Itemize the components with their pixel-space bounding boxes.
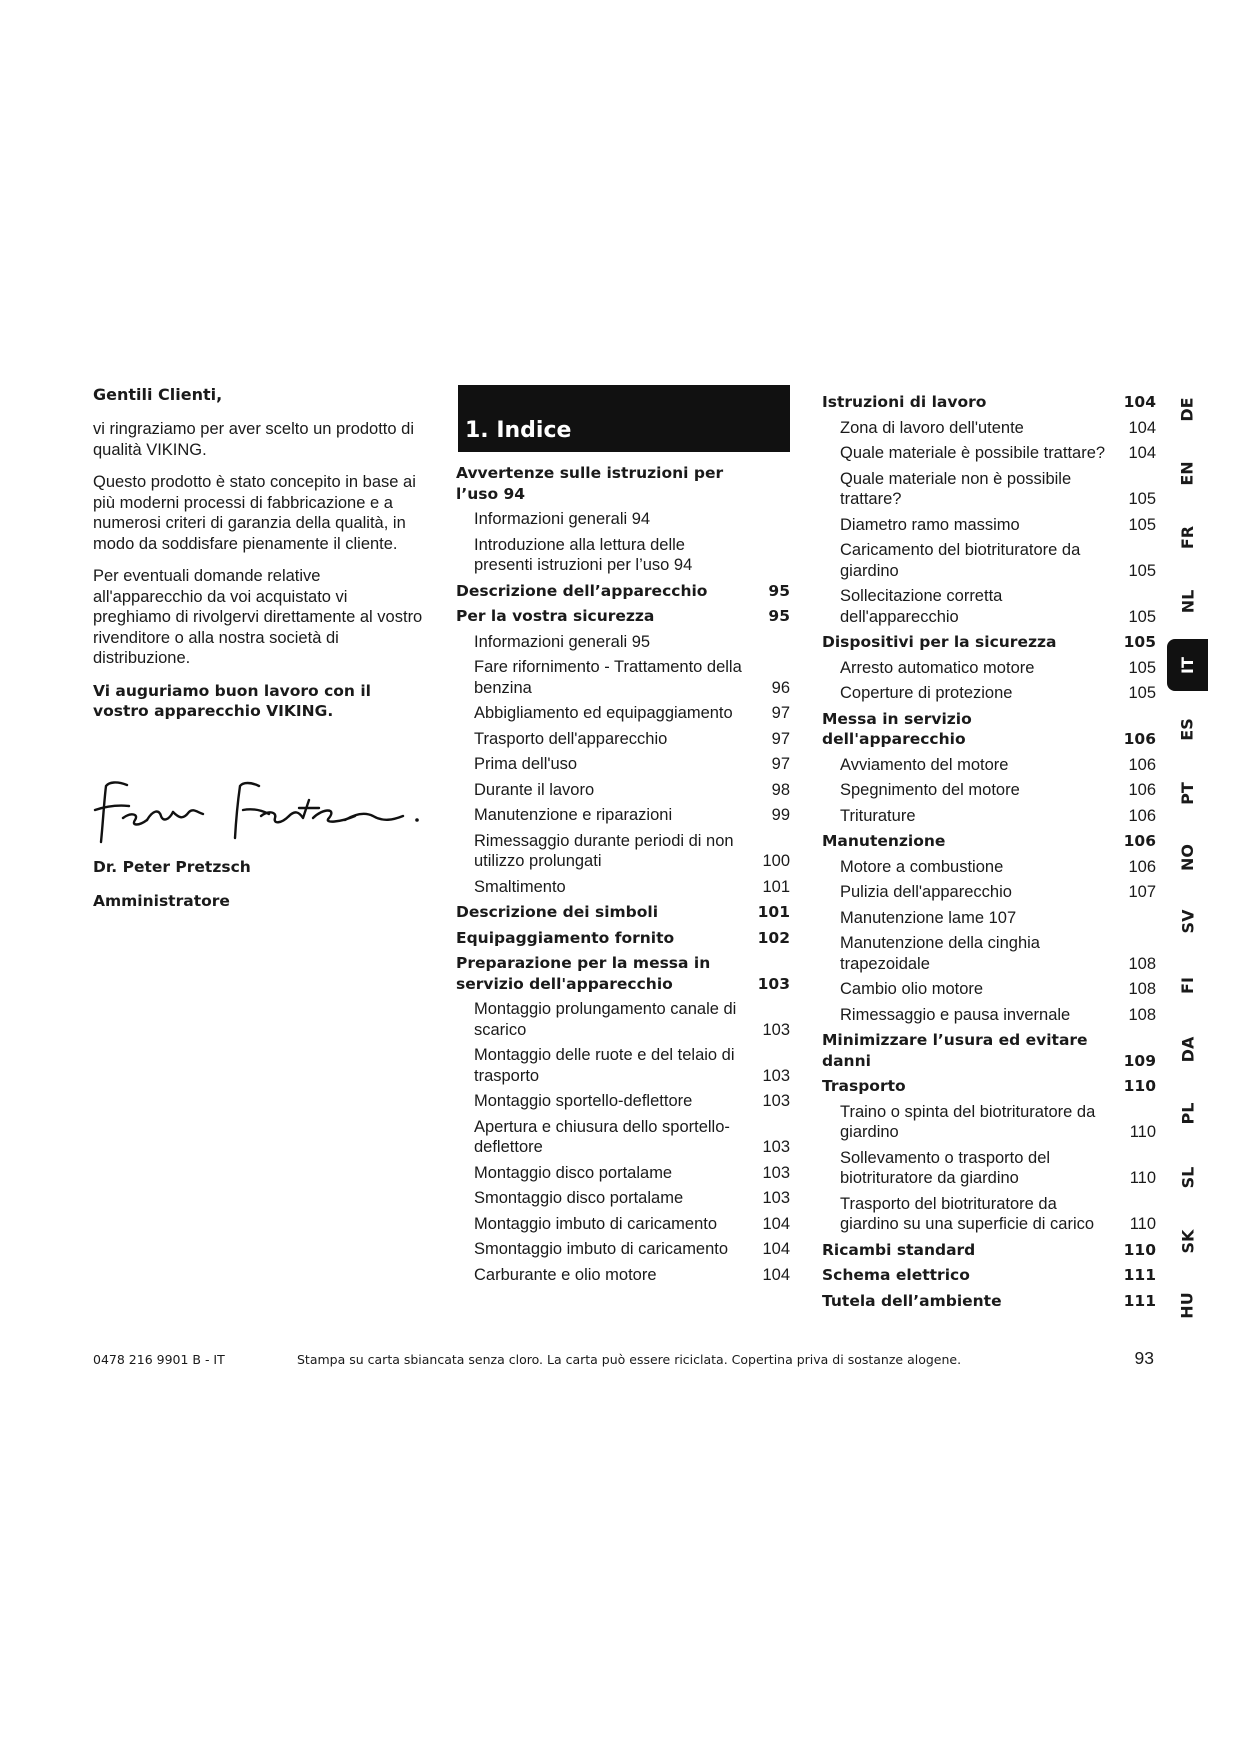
toc-entry-page: 104 (762, 1214, 790, 1233)
toc-subsection (474, 1239, 790, 1260)
toc-entry-page: 103 (757, 974, 790, 993)
toc-subsection (840, 755, 1156, 776)
toc-subsection (840, 1148, 1156, 1189)
language-tab-pt[interactable] (1167, 767, 1208, 819)
toc-entry-title: Abbigliamento ed equipaggiamento (474, 704, 733, 722)
toc-entry-page: 103 (762, 1092, 790, 1110)
language-tab-label: NO (1178, 843, 1197, 871)
toc-entry-title: Equipaggiamento fornito (456, 928, 675, 947)
language-tabs (1167, 383, 1208, 1343)
toc-entry-page: 110 (1123, 1240, 1156, 1259)
toc-entry-title: Motore a combustione (840, 857, 1004, 876)
language-tab-hu[interactable] (1167, 1279, 1208, 1331)
toc-entry-page: 106 (1128, 806, 1156, 825)
toc-entry-title: Schema elettrico (822, 1266, 970, 1284)
toc-entry-page: 106 (1123, 832, 1156, 850)
toc-entry-title: Quale materiale non è possibile trattare? (840, 469, 1072, 508)
toc-section (456, 928, 790, 949)
toc-section (456, 463, 790, 504)
toc-entry-page: 108 (1128, 1005, 1156, 1024)
toc-subsection (474, 729, 790, 750)
intro-closing: Vi auguriamo buon lavoro con il vostro apparecchio VIKING. (93, 681, 371, 720)
toc-subsection (474, 831, 790, 872)
toc-entry-title: Fare rifornimento - Trattamento della benzina (474, 658, 742, 697)
toc-section (822, 1076, 1156, 1097)
toc-entry-title: Minimizzare l’usura ed evitare danni (822, 1031, 1088, 1070)
intro-column (93, 385, 423, 910)
paper-note: Stampa su carta sbiancata senza cloro. La carta può essere riciclata. Copertina priva di sostanze alogene. (297, 1352, 962, 1367)
toc-subsection (840, 540, 1156, 581)
language-tab-es[interactable] (1167, 703, 1208, 755)
toc-section (456, 606, 790, 627)
toc-entry-page: 103 (762, 1020, 790, 1039)
toc-section (456, 902, 790, 923)
toc-entry-title: Quale materiale è possibile trattare? (840, 444, 1106, 462)
toc-entry-title: Informazioni generali 94 (474, 510, 651, 528)
language-tab-fr[interactable] (1167, 511, 1208, 563)
toc-section (822, 831, 1156, 852)
toc-entry-page: 110 (1123, 1077, 1156, 1095)
toc-entry-title: Triturature (840, 806, 916, 825)
toc-entry-title: Trasporto (822, 1077, 906, 1095)
toc-subsection (474, 805, 790, 826)
toc-subsection (840, 979, 1156, 1000)
toc-entry-page: 108 (1128, 980, 1156, 998)
toc-entry-title: Zona di lavoro dell'utente (840, 418, 1024, 437)
toc-entry-page: 97 (771, 755, 790, 773)
toc-entry-title: Spegnimento del motore (840, 781, 1020, 799)
toc-entry-page: 106 (1128, 755, 1156, 774)
toc-entry-title: Istruzioni di lavoro (822, 393, 987, 411)
toc-subsection (474, 999, 790, 1040)
language-tab-label: FR (1178, 525, 1197, 549)
language-tab-label: NL (1178, 589, 1197, 613)
toc-entry-title: Carburante e olio motore (474, 1265, 657, 1284)
language-tab-en[interactable] (1167, 447, 1208, 499)
document-code: 0478 216 9901 B - IT (93, 1352, 225, 1367)
toc-entry-title: Rimessaggio e pausa invernale (840, 1005, 1071, 1024)
language-tab-label: SV (1178, 909, 1197, 933)
toc-entry-title: Apertura e chiusura dello sportello-deflettore (474, 1117, 730, 1156)
toc-entry-title: Montaggio delle ruote e del telaio di trasporto (474, 1046, 735, 1085)
language-tab-label: DA (1177, 1036, 1197, 1062)
toc-entry-page: 104 (1123, 393, 1156, 411)
language-tab-label: SK (1177, 1229, 1197, 1253)
toc-subsection (474, 1091, 790, 1112)
toc-section (456, 953, 790, 994)
toc-entry-title: Pulizia dell'apparecchio (840, 883, 1012, 901)
language-tab-label: SL (1178, 1166, 1197, 1188)
toc-subsection (840, 658, 1156, 679)
toc-entry-title: Arresto automatico motore (840, 658, 1035, 677)
toc-entry-page: 110 (1129, 1123, 1156, 1141)
toc-entry-title: Descrizione dei simboli (456, 903, 659, 921)
toc-entry-title: Avviamento del motore (840, 755, 1009, 774)
toc-entry-page: 110 (1129, 1215, 1156, 1233)
intro-paragraph-3: Per eventuali domande relative all'apparecchio da voi acquistato vi preghiamo di rivolgervi direttamente al vostro rivenditore o alla nostra società di distribuzione. (93, 567, 423, 667)
toc-entry-page: 101 (757, 903, 790, 921)
language-tab-label: ES (1177, 717, 1197, 741)
toc-entry-page: 104 (762, 1265, 790, 1284)
language-tab-label: DE (1178, 396, 1197, 422)
page-footer (93, 1348, 1153, 1372)
toc-entry-page: 105 (1128, 561, 1156, 580)
language-tab-nl[interactable] (1167, 575, 1208, 627)
toc-subsection (840, 469, 1156, 510)
toc-subsection (474, 754, 790, 775)
toc-entry-title: Montaggio disco portalame (474, 1163, 673, 1182)
toc-entry-title: Montaggio sportello-deflettore (474, 1092, 693, 1110)
toc-subsection (474, 1214, 790, 1235)
toc-entry-page: 104 (1128, 418, 1156, 437)
toc-entry-page: 110 (1129, 1169, 1156, 1187)
toc-entry-page: 99 (771, 806, 790, 824)
toc-entry-title: Caricamento del biotrituratore da giardino (840, 541, 1081, 580)
toc-list-2 (822, 392, 1156, 1311)
toc-subsection (840, 1194, 1156, 1235)
language-tab-label: PT (1177, 781, 1197, 805)
toc-entry-page: 103 (762, 1163, 790, 1182)
toc-subsection (840, 683, 1156, 704)
toc-entry-title: Trasporto dell'apparecchio (474, 729, 668, 748)
toc-title: 1. Indice (465, 418, 572, 443)
language-tab-label: HU (1177, 1291, 1197, 1319)
greeting: Gentili Clienti, (93, 385, 223, 404)
toc-entry-title: Informazioni generali 95 (474, 632, 651, 651)
language-tab-fi[interactable] (1167, 959, 1208, 1011)
toc-entry-page: 104 (762, 1240, 790, 1258)
toc-column-1 (456, 385, 790, 1290)
toc-entry-title: Montaggio prolungamento canale di scarico (474, 1000, 737, 1039)
toc-entry-title: Descrizione dell’apparecchio (456, 581, 708, 600)
toc-entry-title: Manutenzione e riparazioni (474, 806, 673, 824)
signer-role: Amministratore (93, 891, 230, 910)
toc-entry-title: Smontaggio disco portalame (474, 1189, 684, 1207)
toc-entry-title: Ricambi standard (822, 1240, 976, 1259)
toc-entry-title: Rimessaggio durante periodi di non utilizzo prolungati (474, 831, 734, 870)
toc-entry-title: Cambio olio motore (840, 980, 984, 998)
toc-entry-page: 105 (1128, 607, 1156, 626)
toc-subsection (840, 857, 1156, 878)
toc-entry-title: Smaltimento (474, 877, 566, 896)
toc-entry-page: 98 (771, 780, 790, 799)
toc-entry-title: Avvertenze sulle istruzioni per l’uso 94 (456, 464, 724, 503)
toc-subsection (474, 1117, 790, 1158)
toc-entry-title: Trasporto del biotrituratore da giardino su una superficie di carico (840, 1194, 1095, 1233)
toc-entry-title: Manutenzione lame 107 (840, 908, 1017, 927)
toc-subsection (840, 443, 1156, 464)
toc-subsection (840, 1005, 1156, 1026)
toc-entry-title: Sollevamento o trasporto del biotrituratore da giardino (840, 1148, 1051, 1187)
toc-subsection (474, 1163, 790, 1184)
toc-section (822, 1030, 1156, 1071)
toc-entry-page: 104 (1128, 444, 1156, 462)
toc-entry-page: 105 (1123, 633, 1156, 651)
toc-section (822, 1265, 1156, 1286)
toc-entry-title: Smontaggio imbuto di caricamento (474, 1240, 729, 1258)
toc-entry-page: 96 (771, 678, 790, 697)
toc-section (822, 1240, 1156, 1261)
toc-entry-title: Per la vostra sicurezza (456, 607, 655, 625)
toc-entry-title: Introduzione alla lettura delle presenti istruzioni per l’uso 94 (474, 535, 693, 574)
toc-subsection (474, 535, 790, 576)
toc-entry-title: Diametro ramo massimo (840, 515, 1020, 534)
toc-subsection (840, 806, 1156, 827)
toc-entry-title: Coperture di protezione (840, 684, 1013, 702)
toc-subsection (474, 780, 790, 801)
toc-entry-page: 103 (762, 1189, 790, 1207)
toc-entry-title: Sollecitazione corretta dell'apparecchio (840, 587, 1003, 626)
toc-subsection (840, 908, 1156, 929)
language-tab-label: PL (1177, 1102, 1197, 1124)
toc-entry-page: 111 (1123, 1291, 1156, 1310)
language-tab-sv[interactable] (1167, 895, 1208, 947)
toc-list-1 (456, 463, 790, 1285)
toc-subsection (474, 1265, 790, 1286)
language-tab-de[interactable] (1167, 383, 1208, 435)
handwritten-signature (93, 776, 423, 844)
toc-entry-page: 109 (1123, 1051, 1156, 1070)
toc-entry-page: 105 (1128, 684, 1156, 702)
toc-entry-title: Traino o spinta del biotrituratore da giardino (840, 1102, 1096, 1141)
toc-entry-page: 105 (1128, 658, 1156, 677)
toc-subsection (474, 1045, 790, 1086)
toc-entry-title: Durante il lavoro (474, 780, 595, 799)
toc-entry-title: Preparazione per la messa in servizio dell'apparecchio (456, 954, 711, 993)
toc-subsection (474, 657, 790, 698)
toc-entry-page: 95 (768, 581, 790, 600)
toc-entry-title: Manutenzione (822, 832, 946, 850)
toc-entry-page: 95 (768, 607, 790, 625)
toc-section (822, 1291, 1156, 1312)
toc-entry-page: 97 (771, 704, 790, 722)
toc-entry-title: Manutenzione della cinghia trapezoidale (840, 934, 1040, 973)
toc-column-2 (822, 392, 1156, 1316)
toc-entry-page: 102 (757, 928, 790, 947)
toc-entry-page: 106 (1128, 857, 1156, 876)
toc-entry-page: 105 (1128, 490, 1156, 508)
toc-entry-page: 97 (771, 729, 790, 748)
toc-subsection (840, 586, 1156, 627)
language-tab-it[interactable] (1167, 639, 1208, 691)
toc-entry-title: Prima dell'uso (474, 755, 578, 773)
intro-paragraph-2: Questo prodotto è stato concepito in base ai più moderni processi di fabbricazione e a numerosi criteri di garanzia della qualità, in modo da soddisfare pienamente il cliente. (93, 473, 416, 553)
toc-subsection (840, 418, 1156, 439)
toc-entry-page: 103 (762, 1066, 790, 1085)
toc-subsection (840, 882, 1156, 903)
toc-subsection (474, 509, 790, 530)
toc-section (822, 632, 1156, 653)
toc-entry-page: 101 (762, 877, 790, 896)
toc-entry-page: 105 (1128, 515, 1156, 534)
toc-entry-page: 100 (762, 852, 790, 870)
language-tab-label: IT (1178, 656, 1197, 674)
toc-entry-page: 111 (1123, 1266, 1156, 1284)
toc-subsection (840, 933, 1156, 974)
toc-subsection (840, 780, 1156, 801)
signer-name: Dr. Peter Pretzsch (93, 857, 251, 876)
toc-subsection (474, 877, 790, 898)
toc-entry-page: 106 (1123, 730, 1156, 748)
page-number: 93 (1134, 1348, 1154, 1368)
toc-entry-title: Tutela dell’ambiente (822, 1291, 1002, 1310)
toc-section (822, 392, 1156, 413)
language-tab-no[interactable] (1167, 831, 1208, 883)
toc-subsection (474, 632, 790, 653)
toc-subsection (840, 515, 1156, 536)
language-tab-da[interactable] (1167, 1023, 1208, 1075)
language-tab-label: EN (1177, 460, 1197, 486)
toc-entry-page: 103 (762, 1138, 790, 1156)
language-tab-pl[interactable] (1167, 1087, 1208, 1139)
toc-entry-title: Messa in servizio dell'apparecchio (822, 709, 972, 748)
toc-section (456, 581, 790, 602)
intro-paragraph-1: vi ringraziamo per aver scelto un prodotto di qualità VIKING. (93, 420, 414, 459)
toc-entry-title: Dispositivi per la sicurezza (822, 633, 1057, 651)
language-tab-label: FI (1177, 976, 1197, 994)
toc-subsection (840, 1102, 1156, 1143)
toc-subsection (474, 703, 790, 724)
toc-entry-title: Montaggio imbuto di caricamento (474, 1214, 718, 1233)
toc-entry-page: 108 (1128, 954, 1156, 973)
language-tab-sl[interactable] (1167, 1151, 1208, 1203)
toc-section (822, 709, 1156, 750)
toc-header (458, 385, 790, 452)
toc-entry-page: 107 (1128, 883, 1156, 901)
toc-entry-page: 106 (1128, 781, 1156, 799)
language-tab-sk[interactable] (1167, 1215, 1208, 1267)
toc-subsection (474, 1188, 790, 1209)
